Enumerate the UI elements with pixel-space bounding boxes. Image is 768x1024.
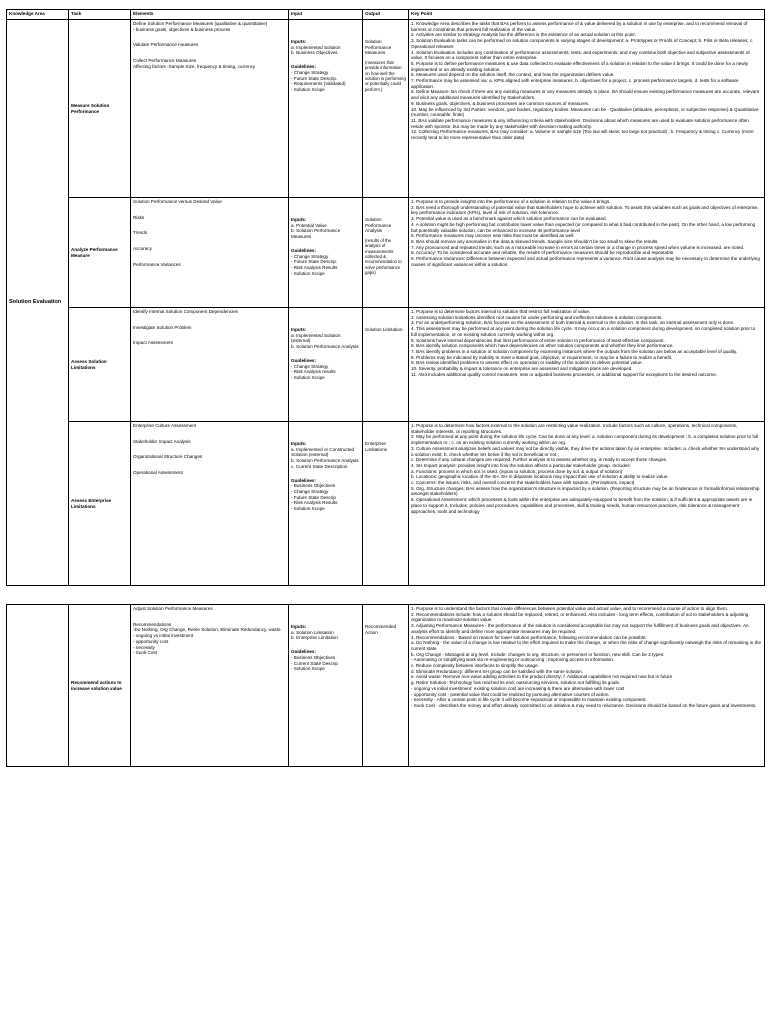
guideline-item: - Future State Descrip	[291, 494, 336, 500]
task-cell: Measure Solution Performance	[69, 20, 131, 198]
key-point-line: c. Reduce complexity between interfaces to simplify the usage.	[411, 663, 539, 669]
output-item: Solution Performance Measures	[365, 39, 392, 56]
key-point-line: 5. Org. Structure changes: BAs assess how the organization's structure is impacted by a solution. (Reporting structure may be an hinderance or formal/informal relationship amongst stakeholders)	[411, 485, 760, 497]
elements-cell	[131, 198, 289, 308]
table-row	[7, 605, 765, 767]
key-point-line: 4. Recommendations - Based on reason for lower solution performance, following recommendation can be possible:	[411, 634, 647, 640]
output-cell	[363, 198, 409, 308]
element-item: Risks	[133, 214, 145, 220]
element-item: -Do Nothing, Org Change, Retire Solution, Eliminate Redundancy, waste	[133, 627, 281, 633]
key-point-line: 1. Purpose is to determine factors internal to solution that restrict full realization of value.	[411, 309, 591, 314]
guideline-item: - Future State Descrip.	[291, 259, 338, 265]
key-point-cell	[409, 308, 765, 422]
element-item: Solution Performance versus Desired Value	[133, 199, 222, 204]
guidelines-heading: Guidelines:	[291, 477, 317, 483]
input-item: a. Potential Value	[291, 222, 327, 228]
key-point-line: 3. Potential value is used as a benchmark against which solution performance can be evaluated.	[411, 216, 607, 222]
output-cell	[363, 308, 409, 422]
key-point-line: c. Determine if any cultural changes are required. Further analysis is to assess whether org. is ready to accept those changes.	[411, 457, 668, 463]
key-point-line: 2. Activities are similar to Strategy Analysis but the difference is the existence of an actual solution at this point.	[411, 32, 636, 38]
guidelines-heading: Guidelines:	[291, 64, 317, 70]
key-point-line: 1. Purpose is to provide insights into the performance of a solution in relation to the value it brings.	[411, 199, 611, 204]
key-point-line: 5. Solutions have internal dependencies that limit performance of entire solution to performance of least effective component.	[411, 337, 665, 343]
key-point-line: 3. Culture Assessment analyzes beliefs and values may not be directly visible, they drive the actions taken by an enterprise. Includes: a. check whether SH understand why a solution exist; b. check whether SH belive if the sol is beneficial or not ;	[411, 445, 760, 457]
header-key-point: Key Point	[409, 10, 765, 20]
key-point-line: - ongoing vs initial investment: existing solution cost are increasing & there are alternative with lower cost	[411, 685, 625, 691]
key-point-line: b. Org Change - Managed at org level. Include: changes to org. structure, or personnel or function, new skill. Can be 2 types:	[411, 651, 665, 657]
input-item: b. Enterprise Limitation	[291, 635, 338, 641]
input-item: a. Implemented Solution	[291, 44, 341, 50]
key-point-line: 1. Knowledge Area describes the tasks that BAs perform to assess performance of & value delivered by a solution in use by enterprise, and to recommend removal of barriers or constraints that prevent full realization of the value.	[411, 21, 748, 32]
input-item: b. Business Objectives	[291, 50, 338, 56]
knowledge-area-cell: Solution Evaluation	[7, 20, 69, 586]
key-point-line: 6. BAs should remove any anomalies in the data & skewed trends. Sample size shouldn't be too small to skew the results.	[411, 238, 659, 244]
element-item: Trends	[133, 230, 148, 236]
element-item: Operational Assessment	[133, 470, 183, 476]
key-point-line: - necessity - After a certain point in life cycle it will become impractical or impossible to maintain existing component.	[411, 697, 647, 703]
element-item: Collect Performance Measures	[133, 58, 197, 64]
element-item: Recommendations	[133, 621, 172, 627]
input-item: a. Solution Limitation	[291, 629, 334, 635]
task-cell: Analyze Performance Measure	[69, 198, 131, 308]
inputs-heading: Inputs:	[291, 441, 307, 446]
guideline-item: - Solution Scope	[291, 506, 325, 512]
guideline-item: - Risk Analysis results	[291, 369, 336, 375]
key-point-line: 7. Any pronounced and repeated trends, such as a noticeable increase in errors at certain times or a change in process speed when volume is increased, are noted.	[411, 244, 745, 250]
input-item: a. Implemented Solution (external)	[291, 332, 341, 344]
key-point-line: 9. Performance Variances: Difference between expected and actual performance represents a variance. Root cause analysis may be necessary to determine the underlying causes of significant variances within a solution.	[411, 256, 760, 267]
key-point-cell	[409, 605, 765, 767]
key-point-line: 11. Also includes additional quality control measures, new or adjusted business processes, or additional support for exceptions to the desired outcome.	[411, 371, 718, 377]
table-row	[7, 422, 765, 586]
guideline-item: - Business Objectives	[291, 483, 336, 489]
key-point-line: 8. Define Measure: BA check if there are any existing measures or any measures already in place. BA should ensure existing performance measures are accurate, relevant and elicit any additional measures identified by Stakeholders.	[411, 89, 760, 101]
key-point-line: 5. Purpose is to define performance measures & use data collected to evaluate effectiveness of a solution in relation to the value it brings. It could be done for a newly implemented or an already existing solution.	[411, 60, 748, 72]
key-point-line: 8. Problems may be indicated by inability to meet a stated goal, objective, or requirement, or may be a failure to realize a benefit.	[411, 354, 673, 360]
key-point-line: 2. BAs need a thorough understanding of potential value that stakeholders hope to achieve with solution. To assist this variables such as goals and objectives of enterprise, key performance indicators (KPIs), level of risk of solution, risk tolerance.	[411, 204, 759, 216]
elements-cell	[131, 422, 289, 586]
table-row	[7, 198, 765, 308]
key-point-line: 6. Operational Assessment: which processes & tools within the enterprise are adequately-equipped to benefit from the solution, & if sufficient & appropriate assets are in place to support it. Includes: policies and procedures, capabilities and processes, skill & training needs, human resources practices, risk tolerance & management approaches, tools and technology	[411, 497, 753, 514]
key-point-line: d. Eliminate Redundancy: different SH group can be satisfied with the same solution.	[411, 668, 584, 674]
element-item: - necessity	[133, 644, 155, 650]
guideline-item: - Requirements (Validated)	[291, 81, 346, 87]
key-point-line: - Automating or simplifying work via re-engineering or outsourcing ; Improving access to information.	[411, 657, 615, 663]
inputs-heading: Inputs:	[291, 624, 307, 629]
guideline-item: - Risk Analysis Results	[291, 500, 338, 506]
header-task: Task	[69, 10, 131, 20]
input-item: b. Solution Performance Measures	[291, 228, 341, 240]
output-cell	[363, 422, 409, 586]
key-point-line: 3. Adjusting Performance Measures - the performance of the solution is considered acceptable but may not support the fulfillment of business goals and objectives. An analysis effort to identify and define more appropriate measures may be required.	[411, 623, 749, 634]
key-point-line: - opportunity cost - potential value that could be realized by pursuing alternative courses of action.	[411, 691, 610, 697]
key-point-line: 2. May be performed at any point during the solution life cycle. Can be done at any level: a. solution component during its development ; b. a completed solution prior to full implementation or ; c. on an existing solution currently working within an org.	[411, 434, 759, 446]
input-cell	[289, 20, 363, 198]
guideline-item: - Solution Scope	[291, 86, 325, 92]
key-point-line: 4. This assessment may be performed at any point during the solution life cycle. It may occur on a solution component during development, on completed solution prior to full implementation, or on existing solution currently working within org.	[411, 326, 756, 337]
guidelines-heading: Guidelines:	[291, 357, 317, 363]
key-point-line: - Sunk Cost - describes the money and effort already committed to an initiative & may need to reluctance. Decisions should be based on the future gains and investments.	[411, 702, 757, 708]
key-point-line: 2. Assessing solution limitations identifies root causes for under-performing and ineffective solutions & solution components.	[411, 314, 663, 320]
key-point-line: 6. BAs identify solution components which have dependencies on other solution components and whether they limit performance.	[411, 343, 674, 349]
element-item: Affecting factors -Sample Size, frequency & timing, currency	[133, 63, 256, 69]
key-point-line: 9. BAs review identified problems to assess effect on operation or inability of the solution to deliver potential value.	[411, 360, 643, 366]
guidelines-heading: Guidelines:	[291, 649, 317, 655]
key-point-cell	[409, 20, 765, 198]
task-cell: Recommend actions to increase solution value	[69, 605, 131, 767]
guideline-item: - Change Strategy	[291, 69, 329, 75]
element-item: - opportunity cost	[133, 638, 169, 644]
output-item: Enterprise Limitations	[365, 441, 387, 452]
guideline-item: - Solution Scope	[291, 374, 325, 380]
solution-evaluation-table	[6, 9, 765, 586]
output-cell	[363, 20, 409, 198]
input-cell	[289, 198, 363, 308]
input-item: c. Current State Description	[291, 463, 348, 469]
recommend-actions-table	[6, 604, 765, 767]
key-point-line: c. Concerns: the issues, risks, and overall concerns the stakeholders have with solution. (Perceptions, impact)	[411, 480, 635, 486]
element-item: - Sunk Cost	[133, 650, 157, 656]
element-item: Enterprise Culture Assessment	[133, 423, 197, 428]
task-cell: Assess Enterprise Limitations	[69, 422, 131, 586]
key-point-cell	[409, 422, 765, 586]
inputs-heading: Inputs:	[291, 39, 307, 44]
guideline-item: - Change Strategy	[291, 488, 329, 494]
element-item: - business goals, objectives & business process	[133, 26, 231, 32]
element-item: Identify Internal Solution Component Dependencies	[133, 309, 238, 314]
guideline-item: - Change Strategy	[291, 363, 329, 369]
element-item: Validate Performance measures	[133, 42, 199, 48]
key-point-line: 7. Performance may be assessed via: a. KPIs aligned with enterprise measures, b. objectives for a project, c. process performance targets, d. tests for a software application.	[411, 78, 739, 89]
header-output: Output	[363, 10, 409, 20]
guideline-item: - Solution Scope	[291, 666, 325, 672]
key-point-line: b. Locations: geographic location of the SH. SH in disparate locations may impact their use of solution & ability to realize value.	[411, 474, 669, 480]
key-point-line: e. Avoid waste: Remove non-value adding activities to the product directly; f. Additional capabilities not required now but in future	[411, 674, 673, 680]
input-item: a. Implemented or Constructed Solution (external)	[291, 446, 355, 458]
input-item: b. Solution Performance Analysis	[291, 344, 359, 350]
output-item: (results of the analysis of measurements collected & recommendation to solve performance gaps)	[365, 238, 402, 275]
task-cell: Assess Solution Limitations	[69, 308, 131, 422]
element-item: Impact Assessment	[133, 340, 173, 346]
key-point-line: 11. BAs validate performance measures & any influencing criteria with stakeholders. Decisions about which measures are used to evaluate solution performance often reside with sponsor, but may be made by any stakeholder with decision-making authority.	[411, 117, 749, 129]
key-point-line: 2. Recommendations include: how a solution should be replaced, retired, or enhanced. Also includes - long term effects, contribution of sol to stakeholders & adjusting organization to maximize solution value.	[411, 611, 749, 623]
element-item: Performance Variances	[133, 261, 181, 267]
guidelines-heading: Guidelines:	[291, 247, 317, 253]
inputs-heading: Inputs:	[291, 327, 307, 332]
key-point-line: 8. Accuracy: To be considered accurate and reliable, the results of performance measures should be reproducible and repeatable.	[411, 250, 675, 256]
key-point-line: 7. BAs identify problems in a solution or solution component by examining instances where the outputs from the solution are below an acceptable level of quality.	[411, 348, 738, 354]
guideline-item: - Future State Descrip.	[291, 75, 338, 81]
guideline-item: - Change Strategy	[291, 253, 329, 259]
key-point-cell	[409, 198, 765, 308]
input-cell	[289, 605, 363, 767]
element-item: Stakeholder Impact Analysis	[133, 438, 191, 444]
key-point-line: g. Retire Solution- Technology has reached its end; outsourcing services, solution not fulfilling its goals.	[411, 680, 621, 686]
header-input: Input	[289, 10, 363, 20]
input-cell	[289, 422, 363, 586]
output-item: (measures that provide information on how well the solution is performing or potentially could perform.)	[365, 60, 406, 92]
key-point-line: 4. Solution Evaluation includes any combination of performance assessments, tests, and experiments, and may combine both objective and subjective assessments of value. It focuses on a component rather than entire enterprise.	[411, 49, 750, 61]
inputs-heading: Inputs:	[291, 217, 307, 222]
element-item: Accuracy	[133, 246, 152, 252]
elements-cell	[131, 605, 289, 767]
output-item: Solution Limitation	[365, 327, 403, 332]
header-elements: Elements	[131, 10, 289, 20]
key-point-line: 4. A solution might be high performing but contributes lower value than expected (or compared to what it had contributed in the past). On the other hand, a low performing but potentially valuable solution, can be enhanced to increase its performance level	[411, 221, 756, 233]
output-item: Recommended Action	[365, 624, 397, 635]
table-row	[7, 20, 765, 198]
input-item: b. Solution Performance Analysis	[291, 458, 359, 464]
header-row	[7, 10, 765, 20]
header-knowledge-area: Knowledge Area	[7, 10, 69, 20]
element-item: Adjust Solution Performance Measures	[133, 606, 213, 611]
table-row	[7, 308, 765, 422]
guideline-item: - Solution Scope	[291, 270, 325, 276]
knowledge-area-blank-cell	[7, 605, 69, 767]
key-point-line: 6. Measures used depend on the solution itself, the context, and how the organization defines value.	[411, 72, 615, 78]
key-point-line: 3. For an underperforming solution, BAs focuses on the assessment of both internal & external to the solution. In this task, an internal assessment only is done.	[411, 320, 735, 326]
element-item: - ongoing vs initial investment	[133, 633, 194, 639]
key-point-line: a. Functions: process in which sol. is used. (inputs to solution; process done by sol. & output of solution)	[411, 468, 623, 474]
key-point-line: 9. Business goals, objectives, & business processes are common sources of measures.	[411, 100, 590, 106]
key-point-line: 1. Purpose is to determine how factors external to the solution are restricting value realization. Include factors such as culture, operations, technical components, stakeholder interests, or reporting structures.	[411, 423, 738, 434]
key-point-line: 12. Collecting Performance measures, BAs may consider: a. Volume or sample size (Too low will skew; too large not practical) ; b. Frequency & timing c. Currency (more recently tend to be more representative than older data)	[411, 129, 754, 141]
key-point-line: 3. Solution Evaluation tasks can be performed on solution components in varying stages of development: a. Prototypes or Proofs of Concept; b. Pilot or Beta releases; c. Operational releases	[411, 38, 754, 49]
guideline-item: - Risk Analysis Results	[291, 264, 338, 270]
guideline-item: - Current State Descrip	[291, 660, 338, 666]
key-point-line: a. Do Nothing - the value of a change is low relative to the effort required to make the change, or when the risks of change significantly outweigh the risks of remaining in the current state	[411, 640, 762, 651]
element-item: Investigate Solution Problem	[133, 324, 192, 330]
elements-cell	[131, 20, 289, 198]
guideline-item: - Business Objectives	[291, 654, 336, 660]
key-point-line: 10. Severity, probability & impact & tolerance on enterprise are assessed and mitigation plans are developed.	[411, 366, 633, 372]
output-cell	[363, 605, 409, 767]
elements-cell	[131, 308, 289, 422]
element-item: Define Solution Performance Measures (qualitative & quantitative)	[133, 21, 268, 26]
input-cell	[289, 308, 363, 422]
key-point-line: 4. SH Impact analysis: provides insight into how the solution affects a particular stakeholder group. Includes:	[411, 462, 631, 468]
key-point-line: 5. Performance measures may uncover new risks that must be identified as well.	[411, 233, 575, 239]
output-item: Solution Performance Analysis	[365, 217, 392, 234]
key-point-line: 1. Purpose is to understand the factors that create differences between potential value and actual value, and to recommend a course of action to align them.	[411, 606, 729, 611]
key-point-line: 10. May be influenced by 3rd Parties: vendors, govt bodies, regulatory bodies. Measures can be - Qualitative (attitudes, perceptions, or subjective response) & Quantitative (number, countable, finite)	[411, 106, 759, 118]
element-item: Organizational Structure Changes	[133, 454, 203, 460]
